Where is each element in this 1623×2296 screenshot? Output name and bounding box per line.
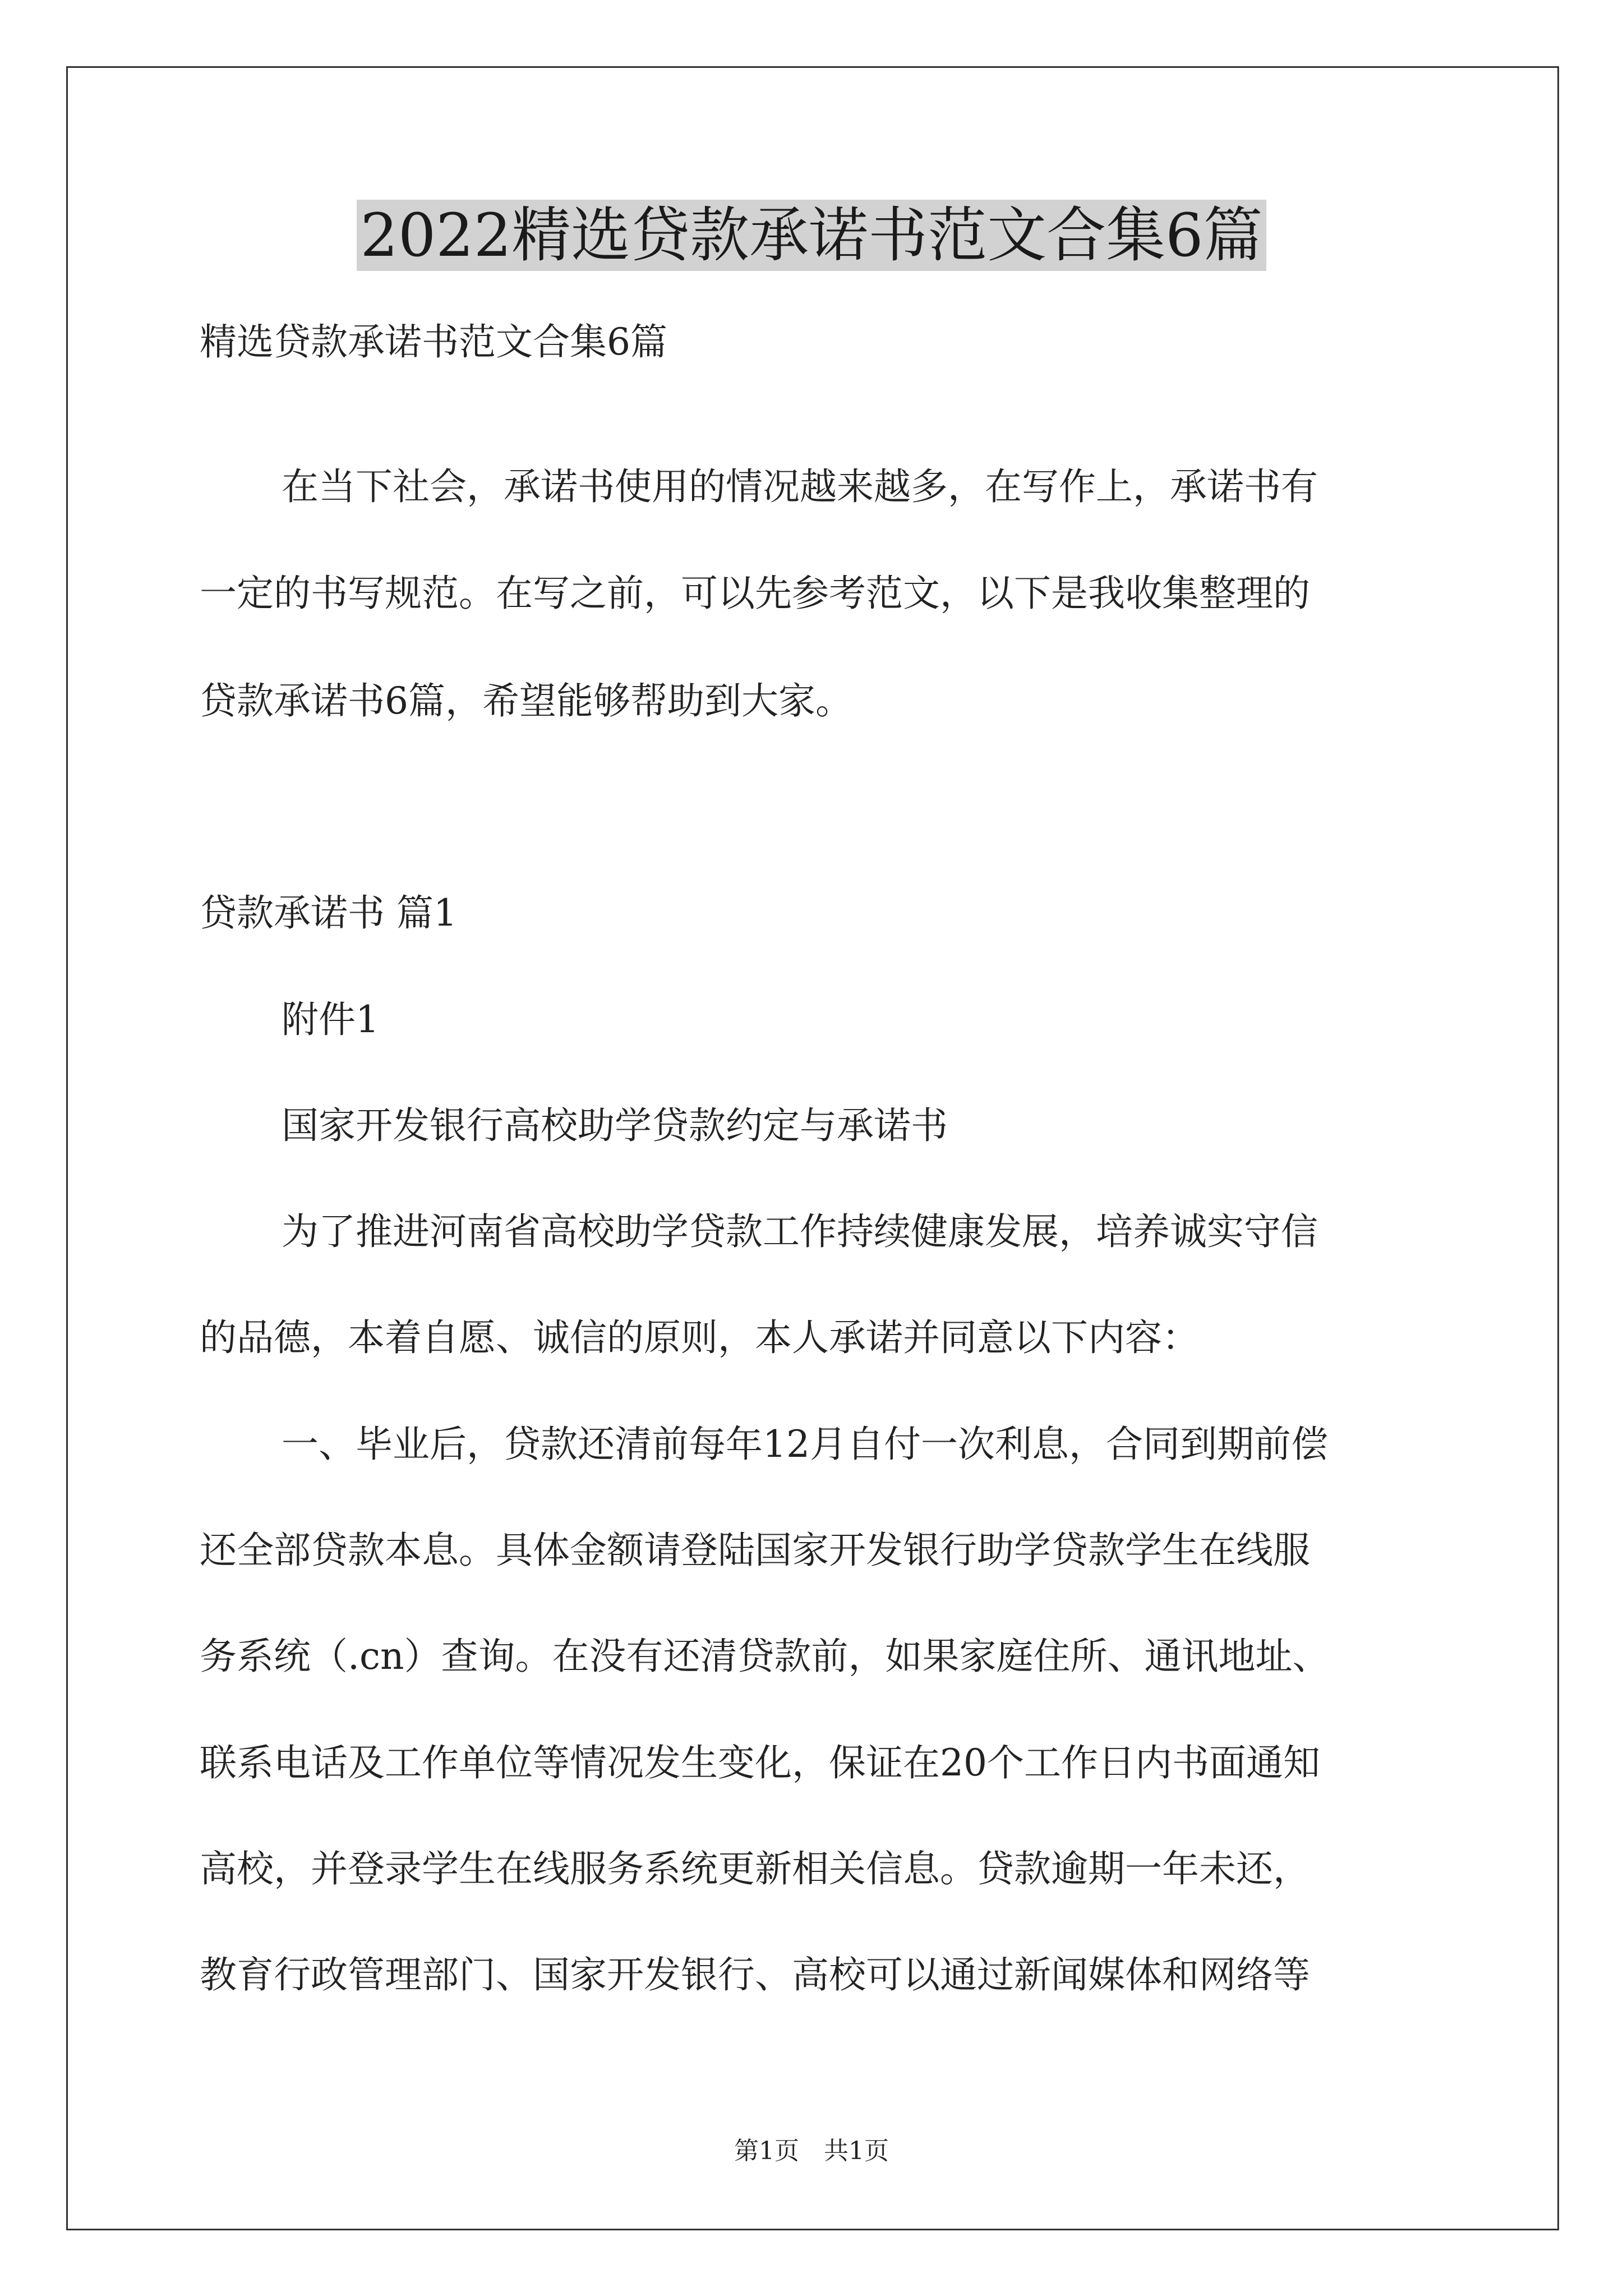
document-subtitle: 精选贷款承诺书范文合集6篇 bbox=[200, 320, 667, 364]
intro-line-2: 一定的书写规范。在写之前，可以先参考范文，以下是我收集整理的 bbox=[200, 572, 1310, 615]
attachment-label: 附件1 bbox=[282, 998, 379, 1041]
section-heading: 贷款承诺书 篇1 bbox=[200, 891, 457, 935]
page-total: 共1页 bbox=[824, 2137, 889, 2165]
agreement-title: 国家开发银行高校助学贷款约定与承诺书 bbox=[282, 1104, 948, 1147]
body-line-8: 教育行政管理部门、国家开发银行、高校可以通过新闻媒体和网络等 bbox=[200, 1953, 1310, 1996]
body-line-2: 的品德，本着自愿、诚信的原则，本人承诺并同意以下内容： bbox=[200, 1316, 1199, 1359]
body-line-7: 高校，并登录学生在线服务系统更新相关信息。贷款逾期一年未还， bbox=[200, 1847, 1310, 1890]
page-footer bbox=[0, 2134, 1623, 2168]
body-line-6: 联系电话及工作单位等情况发生变化，保证在20个工作日内书面通知 bbox=[200, 1741, 1320, 1784]
body-line-1: 为了推进河南省高校助学贷款工作持续健康发展，培养诚实守信 bbox=[282, 1210, 1318, 1253]
body-line-5: 务系统（.cn）查询。在没有还清贷款前，如果家庭住所、通讯地址、 bbox=[200, 1635, 1330, 1678]
body-line-4: 还全部贷款本息。具体金额请登陆国家开发银行助学贷款学生在线服 bbox=[200, 1529, 1310, 1572]
document-title bbox=[0, 196, 1623, 275]
document-title-text: 2022精选贷款承诺书范文合集6篇 bbox=[357, 200, 1266, 271]
intro-line-1: 在当下社会，承诺书使用的情况越来越多，在写作上，承诺书有 bbox=[282, 465, 1318, 508]
page-number: 第1页 bbox=[734, 2137, 799, 2165]
intro-line-3: 贷款承诺书6篇，希望能够帮助到大家。 bbox=[200, 679, 852, 723]
body-line-3: 一、毕业后，贷款还清前每年12月自付一次利息，合同到期前偿 bbox=[282, 1423, 1328, 1466]
